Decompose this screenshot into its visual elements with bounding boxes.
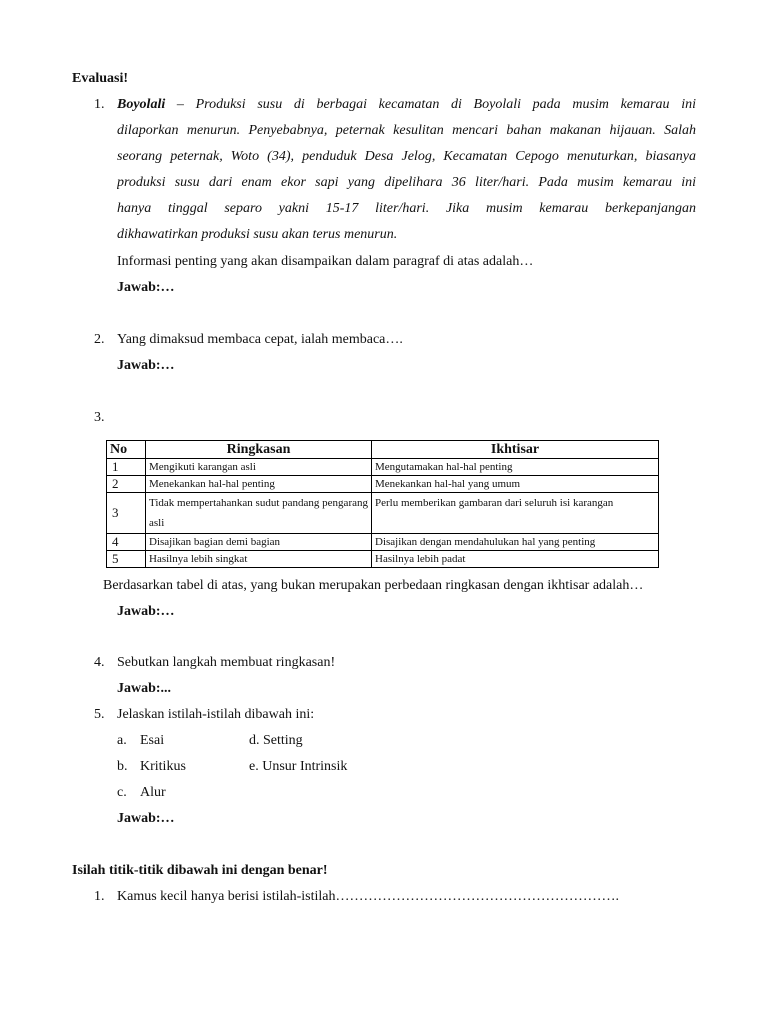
- paragraph-line-text: Produksi susu di berbagai kecamatan di Boyolali pada musim kemarau ini: [195, 97, 696, 112]
- table-row: [107, 476, 659, 493]
- term-letter-c: c.: [117, 785, 127, 800]
- question-3-answer-label: Jawab:…: [117, 604, 175, 619]
- term-letter-d: d.: [249, 733, 260, 748]
- table-header-ringkasan: Ringkasan: [146, 441, 372, 459]
- table-cell-ringkasan: Hasilnya lebih singkat: [146, 551, 372, 568]
- question-2-answer-label: Jawab:…: [117, 358, 175, 373]
- paragraph-line: hanya tinggal separo yakni 15-17 liter/hari. Jika musim kemarau berkepanjangan: [117, 201, 696, 216]
- table-cell-no: 4: [107, 534, 146, 551]
- term-letter-e: e.: [249, 759, 259, 774]
- table-cell-ringkasan: Tidak mempertahankan sudut pandang pengarang asli: [146, 493, 372, 534]
- term-e-text: Unsur Intrinsik: [262, 759, 348, 774]
- comparison-table: [106, 440, 659, 568]
- term-d-text: Setting: [263, 733, 303, 748]
- table-row: [107, 493, 659, 534]
- question-1-answer-label: Jawab:…: [117, 280, 175, 295]
- question-4-text: Sebutkan langkah membuat ringkasan!: [117, 655, 336, 670]
- term-a: Esai: [140, 733, 165, 748]
- question-1-paragraph: [117, 92, 696, 248]
- table-cell-ringkasan: Menekankan hal-hal penting: [146, 476, 372, 493]
- table-cell-no: 2: [107, 476, 146, 493]
- fill-question-1-number: 1.: [94, 889, 105, 904]
- question-5-answer-label: Jawab:…: [117, 811, 175, 826]
- term-d: [249, 733, 303, 749]
- question-3-number: 3.: [94, 410, 105, 425]
- term-letter-a: a.: [117, 733, 127, 748]
- paragraph-line: dikhawatirkan produksi susu akan terus menurun.: [117, 227, 398, 242]
- section-title-evaluasi: Evaluasi!: [72, 71, 129, 86]
- table-row: [107, 551, 659, 568]
- table-row: [107, 459, 659, 476]
- table-cell-ikhtisar: Hasilnya lebih padat: [372, 551, 659, 568]
- table-header-row: [107, 441, 659, 459]
- question-3-text: Berdasarkan tabel di atas, yang bukan merupakan perbedaan ringkasan dengan ikhtisar adalah…: [103, 578, 644, 593]
- paragraph-line: seorang peternak, Woto (34), penduduk Desa Jelog, Kecamatan Cepogo menuturkan, biasanya: [117, 149, 696, 164]
- question-1-number: 1.: [94, 97, 105, 112]
- question-2-number: 2.: [94, 332, 105, 347]
- table-cell-ikhtisar: Mengutamakan hal-hal penting: [372, 459, 659, 476]
- term-b: Kritikus: [140, 759, 186, 774]
- question-1-text: Informasi penting yang akan disampaikan dalam paragraf di atas adalah…: [117, 254, 534, 269]
- term-c: Alur: [140, 785, 166, 800]
- paragraph-line: dilaporkan menurun. Penyebabnya, peternak kesulitan mencari bahan makanan hijauan. Salah: [117, 123, 696, 138]
- table-cell-no: 1: [107, 459, 146, 476]
- term-e: [249, 759, 347, 775]
- table-header-no: No: [107, 441, 146, 459]
- term-letter-b: b.: [117, 759, 128, 774]
- paragraph-lead: Boyolali: [117, 97, 166, 112]
- table-cell-ikhtisar: Menekankan hal-hal yang umum: [372, 476, 659, 493]
- table-row: [107, 534, 659, 551]
- question-4-number: 4.: [94, 655, 105, 670]
- paragraph-line: [117, 92, 696, 118]
- question-5-text: Jelaskan istilah-istilah dibawah ini:: [117, 707, 315, 722]
- table-cell-no: 5: [107, 551, 146, 568]
- table-cell-ikhtisar: Disajikan dengan mendahulukan hal yang penting: [372, 534, 659, 551]
- section-title-isilah: Isilah titik-titik dibawah ini dengan benar!: [72, 863, 328, 878]
- table-cell-no: 3: [107, 493, 146, 534]
- question-4-answer-label: Jawab:...: [117, 681, 172, 696]
- fill-question-1-text: Kamus kecil hanya berisi istilah-istilah…………………………………………………….: [117, 889, 620, 904]
- table-cell-ringkasan: Disajikan bagian demi bagian: [146, 534, 372, 551]
- question-5-number: 5.: [94, 707, 105, 722]
- question-2-text: Yang dimaksud membaca cepat, ialah membaca….: [117, 332, 403, 347]
- table-header-ikhtisar: Ikhtisar: [372, 441, 659, 459]
- table-cell-ringkasan: Mengikuti karangan asli: [146, 459, 372, 476]
- paragraph-dash: –: [176, 97, 184, 112]
- paragraph-line: produksi susu dari enam ekor sapi yang dipelihara 36 liter/hari. Pada musim kemarau ini: [117, 175, 696, 190]
- table-cell-ikhtisar: Perlu memberikan gambaran dari seluruh isi karangan: [372, 493, 659, 534]
